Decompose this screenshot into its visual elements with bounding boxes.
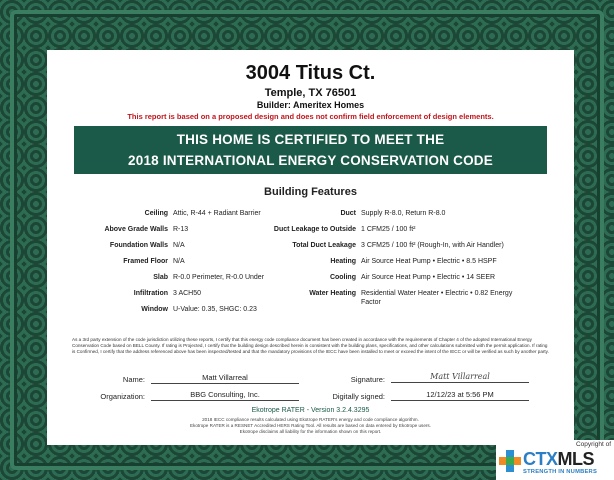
feature-label: Heating (330, 258, 356, 265)
banner-line-1: THIS HOME IS CERTIFIED TO MEET THE (176, 132, 445, 147)
feature-value: Air Source Heat Pump • Electric • 14 SEER (361, 274, 496, 281)
feature-value: 3 ACH50 (173, 290, 202, 297)
feature-value: R-0.0 Perimeter, R-0.0 Under (173, 274, 265, 281)
feature-label: Framed Floor (123, 258, 168, 265)
watermark-brand-part2: MLS (557, 449, 594, 469)
feature-value: Air Source Heat Pump • Electric • 8.5 HSPF (361, 258, 497, 265)
watermark-brand-part1: CTX (523, 449, 558, 469)
certification-banner (74, 126, 547, 174)
feature-label: Water Heating (309, 290, 356, 297)
fine-print-line: Ekotrope disclaims all liability for the information shown on this report. (239, 429, 382, 434)
signature-value: Matt Villarreal (391, 372, 529, 383)
certificate-paper (47, 50, 574, 445)
signature-label: Signature: (350, 375, 385, 384)
feature-value: N/A (173, 258, 185, 265)
feature-value: Supply R-8.0, Return R-8.0 (361, 210, 446, 217)
feature-label: Total Duct Leakage (292, 242, 356, 249)
feature-label: Infiltration (133, 290, 168, 297)
feature-value: Residential Water Heater • Electric • 0.82 Energy Factor (361, 290, 513, 306)
name-label: Name: (122, 375, 145, 384)
design-notice: This report is based on a proposed design and does not confirm field enforcement of design elements. (127, 112, 494, 121)
property-city: Temple, TX 76501 (264, 87, 357, 99)
property-address: 3004 Titus Ct. (245, 62, 376, 84)
certification-statement: As a 3rd party extension of the code jurisdiction utilizing these reports, I certify that this energy code compliance document has been created in accordance with the requirements of Chapter 4 of the adopted International Energy Conservation Code based on BELL County. If rating is Projected, I certify that the building design described herein is consistent with the building plans, specifications, and other calculations submitted with the permit application. If rating is Confirmed, I certify that the address referenced above has been inspected/tested and that the mandatory provisions of the IECC have been installed to meet or exceed the intent of the IECC or will be verified as such by another party. (72, 337, 549, 355)
watermark-tagline: STRENGTH IN NUMBERS (523, 469, 598, 475)
name-value: Matt Villarreal (151, 373, 299, 384)
ctxmls-cross-icon (499, 450, 521, 472)
digitally-signed-value: 12/12/23 at 5:56 PM (391, 390, 529, 401)
feature-label: Cooling (329, 274, 356, 281)
organization-value: BBG Consulting, Inc. (151, 390, 299, 401)
rater-version: Ekotrope RATER - Version 3.2.4.3295 (251, 407, 370, 414)
banner-line-2: 2018 INTERNATIONAL ENERGY CONSERVATION CODE (128, 153, 493, 168)
feature-label: Duct (340, 210, 356, 217)
section-title: Building Features (264, 186, 357, 198)
feature-label: Slab (153, 274, 168, 281)
feature-label: Window (141, 306, 168, 313)
ctxmls-watermark (496, 440, 614, 480)
feature-value: U-Value: 0.35, SHGC: 0.23 (173, 306, 257, 313)
fine-print-line: 2018 IECC compliance results calculated using Ekotrope RATER's energy and code compliance algorithm. (202, 417, 419, 422)
fine-print-line: Ekotrope RATER is a RESNET Accredited HERS Rating Tool. All results are based on data entered by Ekotrope users. (189, 423, 432, 428)
feature-label: Foundation Walls (109, 242, 168, 249)
feature-value: Attic, R-44 + Radiant Barrier (173, 210, 261, 217)
property-builder: Builder: Ameritex Homes (256, 100, 365, 110)
feature-label: Ceiling (144, 210, 168, 217)
feature-value: 3 CFM25 / 100 ft² (Rough-In, with Air Handler) (361, 242, 504, 249)
watermark-copyright: Copyright of (575, 441, 611, 448)
digitally-signed-label: Digitally signed: (332, 392, 385, 401)
feature-value: N/A (173, 242, 185, 249)
feature-value: R-13 (173, 226, 189, 233)
feature-value: 1 CFM25 / 100 ft² (361, 226, 416, 233)
watermark-brand (523, 449, 594, 470)
feature-label: Duct Leakage to Outside (273, 226, 356, 233)
feature-label: Above Grade Walls (104, 226, 168, 233)
organization-label: Organization: (100, 392, 145, 401)
